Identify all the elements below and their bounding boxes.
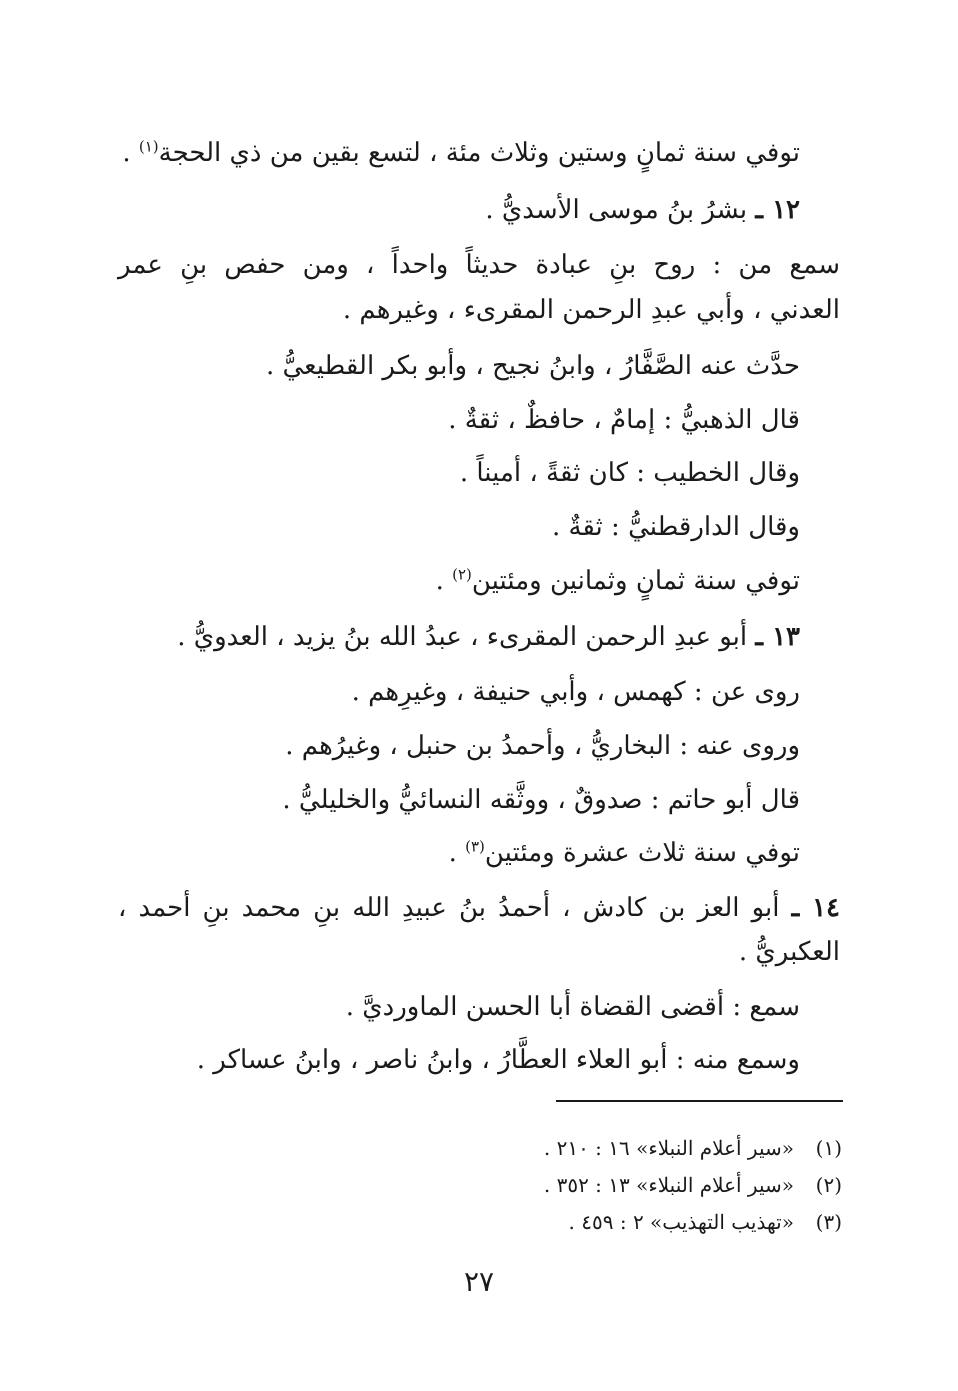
line-text: توفي سنة ثمانٍ وستين وثلاث مئة ، لتسع بقين من ذي الحجة xyxy=(158,138,800,168)
footnote-text: «تهذيب التهذيب» ٢ : ٤٥٩ . xyxy=(568,1210,794,1234)
footnote-ref: (٢) xyxy=(452,565,472,584)
text-line: العدني ، وأبي عبدِ الرحمن المقرىء ، وغيرهم . xyxy=(342,295,840,325)
text-line: وقال الدارقطنيُّ : ثقةٌ . xyxy=(551,512,800,542)
footnote-number: (١) xyxy=(815,1136,842,1160)
footnote xyxy=(569,1207,842,1237)
entry-name: أبو العز بن كادش ، أحمدُ بنُ عبيدِ الله بنِ محمد بنِ أحمد ، xyxy=(118,893,780,923)
entry-number: ١٤ ـ xyxy=(791,893,841,923)
text-line: سمع : أقضى القضاة أبا الحسن الماورديَّ . xyxy=(345,992,800,1022)
line-end: . xyxy=(122,138,139,168)
text-line: العكبريُّ . xyxy=(738,937,840,967)
line-end: . xyxy=(435,566,453,596)
entry-heading xyxy=(177,617,800,657)
footnote-number: (٣) xyxy=(815,1210,842,1234)
entry-heading xyxy=(485,190,800,230)
entry-number: ١٢ ـ xyxy=(755,195,800,225)
text-line: وسمع منه : أبو العلاء العطَّارُ ، وابنُ ناصر ، وابنُ عساكر . xyxy=(196,1045,800,1075)
text-line: قال الذهبيُّ : إمامٌ ، حافظٌ ، ثقةٌ . xyxy=(448,405,800,435)
entry-heading xyxy=(118,888,840,928)
footnote xyxy=(544,1133,842,1163)
text-line: وروى عنه : البخاريُّ ، وأحمدُ بن حنبل ، وغيرُهم . xyxy=(285,731,800,761)
text-line xyxy=(449,833,800,873)
entry-name: بشرُ بنُ موسى الأسديُّ . xyxy=(485,195,748,225)
entry-number: ١٣ ـ xyxy=(755,622,800,652)
text-line: سمع من : روح بنِ عبادة حديثاً واحداً ، ومن حفص بنِ عمر xyxy=(118,250,840,280)
footnote-number: (٢) xyxy=(815,1173,842,1197)
footnote-text: «سير أعلام النبلاء» ١٣ : ٣٥٢ . xyxy=(543,1173,794,1197)
line-end: . xyxy=(448,838,466,868)
text-line: وقال الخطيب : كان ثقةً ، أميناً . xyxy=(459,458,800,488)
page-number: ٢٧ xyxy=(463,1265,495,1298)
entry-name: أبو عبدِ الرحمن المقرىء ، عبدُ الله بنُ يزيد ، العدويُّ . xyxy=(177,622,748,652)
footnote-separator xyxy=(556,1100,843,1102)
footnote-ref: (١) xyxy=(138,137,159,156)
text-line: حدَّث عنه الصَّفَّارُ ، وابنُ نجيح ، وأبو بكر القطيعيُّ . xyxy=(265,351,800,381)
footnote xyxy=(544,1170,842,1200)
line-text: توفي سنة ثلاث عشرة ومئتين xyxy=(484,838,800,868)
footnote-ref: (٣) xyxy=(465,837,485,856)
text-line xyxy=(436,561,800,601)
line-text: توفي سنة ثمانٍ وثمانين ومئتين xyxy=(471,566,800,596)
text-line xyxy=(122,133,800,173)
text-line: روى عن : كهمس ، وأبي حنيفة ، وغيرِهم . xyxy=(351,677,800,707)
footnote-text: «سير أعلام النبلاء» ١٦ : ٢١٠ . xyxy=(543,1136,794,1160)
text-line: قال أبو حاتم : صدوقٌ ، ووثَّقه النسائيُّ والخليليُّ . xyxy=(282,785,800,815)
